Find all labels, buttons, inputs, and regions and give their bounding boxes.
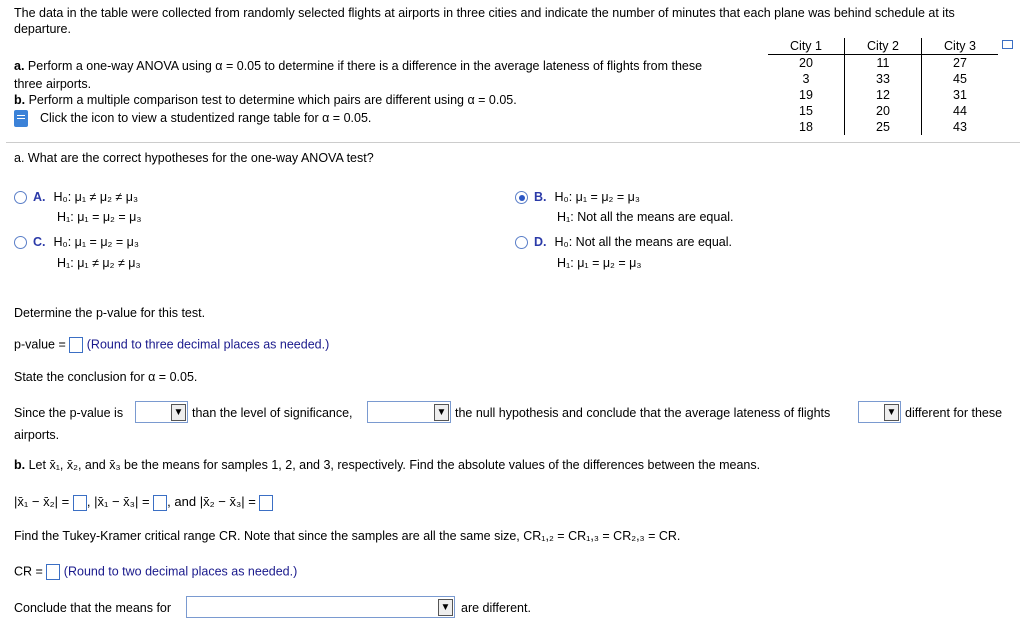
cr-prompt: Find the Tukey-Kramer critical range CR. Note that since the samples are all the same size, CR₁,₂ = CR₁,₃ = CR₂,₃ = CR. xyxy=(14,529,681,543)
conclusion-prompt: State the conclusion for α = 0.05. xyxy=(14,370,198,384)
cell: 12 xyxy=(845,87,922,103)
cell: 20 xyxy=(799,56,813,70)
conclusion-text-3: the null hypothesis and conclude that the average lateness of flights xyxy=(455,406,831,420)
conclusion-text-1: Since the p-value is xyxy=(14,406,124,420)
cell: 3 xyxy=(802,72,810,86)
difference-dropdown[interactable] xyxy=(858,401,901,423)
option-h1: H₁: μ₁ = μ₂ = μ₃ xyxy=(557,256,642,270)
diff-13-label: |x̄₁ − x̄₃| = xyxy=(94,494,150,509)
col-header: City 1 xyxy=(790,39,822,53)
conclusion-text-2: than the level of significance, xyxy=(192,406,353,420)
option-h0: H₀: μ₁ = μ₂ = μ₃ xyxy=(53,235,139,249)
col-header: City 3 xyxy=(922,38,999,55)
cell: 20 xyxy=(845,103,922,119)
task-a-text: Perform a one-way ANOVA using α = 0.05 to determine if there is a difference in the average lateness of flights from these xyxy=(24,59,703,73)
cell: 31 xyxy=(922,87,999,103)
pvalue-hint: (Round to three decimal places as needed.) xyxy=(86,337,330,352)
option-h0: H₀: μ₁ ≠ μ₂ ≠ μ₃ xyxy=(53,190,139,204)
option-h0: H₀: μ₁ = μ₂ = μ₃ xyxy=(554,190,640,204)
question-b-label: b. xyxy=(14,458,26,472)
diff-12-input[interactable] xyxy=(73,495,87,511)
cell: 43 xyxy=(922,119,999,135)
option-d[interactable] xyxy=(515,235,732,249)
pvalue-label: p-value = xyxy=(14,337,66,352)
diff-12-label: |x̄₁ − x̄₂| = xyxy=(14,494,70,509)
cell: 11 xyxy=(845,55,922,72)
option-b[interactable] xyxy=(515,190,640,204)
question-a: a. What are the correct hypotheses for the one-way ANOVA test? xyxy=(14,151,374,165)
cell: 33 xyxy=(845,71,922,87)
comma: , xyxy=(86,494,91,509)
pvalue-input[interactable] xyxy=(69,337,83,353)
question-b xyxy=(14,458,760,472)
task-a-label: a. xyxy=(14,59,25,73)
option-h1: H₁: Not all the means are equal. xyxy=(557,210,734,224)
cr-hint: (Round to two decimal places as needed.) xyxy=(63,564,298,579)
option-letter: B. xyxy=(534,190,547,204)
cell: 27 xyxy=(922,55,999,72)
divider xyxy=(6,142,1020,143)
cell: 25 xyxy=(845,119,922,135)
radio-a[interactable] xyxy=(14,191,27,204)
option-c[interactable] xyxy=(14,235,139,249)
cell: 44 xyxy=(922,103,999,119)
task-a-2: three airports. xyxy=(14,77,92,91)
final-text-2: are different. xyxy=(461,601,531,615)
option-letter: D. xyxy=(534,235,547,249)
cr-row xyxy=(14,564,297,580)
book-icon[interactable] xyxy=(14,110,28,127)
diff-23-label: |x̄₂ − x̄₃| = xyxy=(199,494,256,509)
null-decision-dropdown[interactable] xyxy=(367,401,451,423)
option-h1: H₁: μ₁ = μ₂ = μ₃ xyxy=(57,210,142,224)
conclusion-text-4: different for these xyxy=(905,406,1003,420)
data-table xyxy=(768,38,998,135)
table-link-text[interactable]: Click the icon to view a studentized range table for α = 0.05. xyxy=(40,110,372,125)
means-pair-dropdown[interactable] xyxy=(186,596,455,618)
cell: 15 xyxy=(799,104,813,118)
dropdown-arrow-icon: ▼ xyxy=(171,404,186,421)
dropdown-arrow-icon: ▼ xyxy=(434,404,449,421)
task-b xyxy=(14,93,517,107)
cell: 19 xyxy=(799,88,813,102)
table-row xyxy=(768,103,998,119)
diff-13-input[interactable] xyxy=(153,495,167,511)
intro-text: The data in the table were collected from randomly selected flights at airports in three cities and indicate the number of minutes that each plane was behind schedule at its xyxy=(14,6,955,20)
table-link[interactable] xyxy=(14,110,371,127)
task-a xyxy=(14,59,702,73)
pvalue-prompt: Determine the p-value for this test. xyxy=(14,306,206,320)
task-b-label: b. xyxy=(14,93,26,107)
col-header: City 2 xyxy=(845,38,922,55)
conclusion-text-5: airports. xyxy=(14,428,60,442)
diff-23-input[interactable] xyxy=(259,495,273,511)
and-text: , and xyxy=(167,494,197,509)
option-h1: H₁: μ₁ ≠ μ₂ ≠ μ₃ xyxy=(57,256,141,270)
option-a[interactable] xyxy=(14,190,138,204)
radio-c[interactable] xyxy=(14,236,27,249)
pvalue-row xyxy=(14,337,329,353)
cr-label: CR = xyxy=(14,564,43,579)
radio-b[interactable] xyxy=(515,191,528,204)
table-row xyxy=(768,55,998,72)
dropdown-arrow-icon: ▼ xyxy=(884,404,899,421)
comparison-dropdown[interactable] xyxy=(135,401,188,423)
task-b-text: Perform a multiple comparison test to determine which pairs are different using α = 0.05. xyxy=(25,93,517,107)
question-b-text: Let x̄₁, x̄₂, and x̄₃ be the means for samples 1, 2, and 3, respectively. Find the absolute values of the differences between the means. xyxy=(28,458,761,472)
option-h0: H₀: Not all the means are equal. xyxy=(554,235,733,249)
table-row xyxy=(768,71,998,87)
intro-text-2: departure. xyxy=(14,22,71,36)
cell: 18 xyxy=(799,120,813,134)
cell: 45 xyxy=(922,71,999,87)
dropdown-arrow-icon: ▼ xyxy=(438,599,453,616)
differences-row xyxy=(14,494,273,511)
radio-d[interactable] xyxy=(515,236,528,249)
table-row xyxy=(768,87,998,103)
cr-input[interactable] xyxy=(46,564,60,580)
option-letter: A. xyxy=(33,190,46,204)
popout-icon[interactable] xyxy=(1002,40,1013,49)
option-letter: C. xyxy=(33,235,46,249)
table-row xyxy=(768,119,998,135)
final-text-1: Conclude that the means for xyxy=(14,601,172,615)
